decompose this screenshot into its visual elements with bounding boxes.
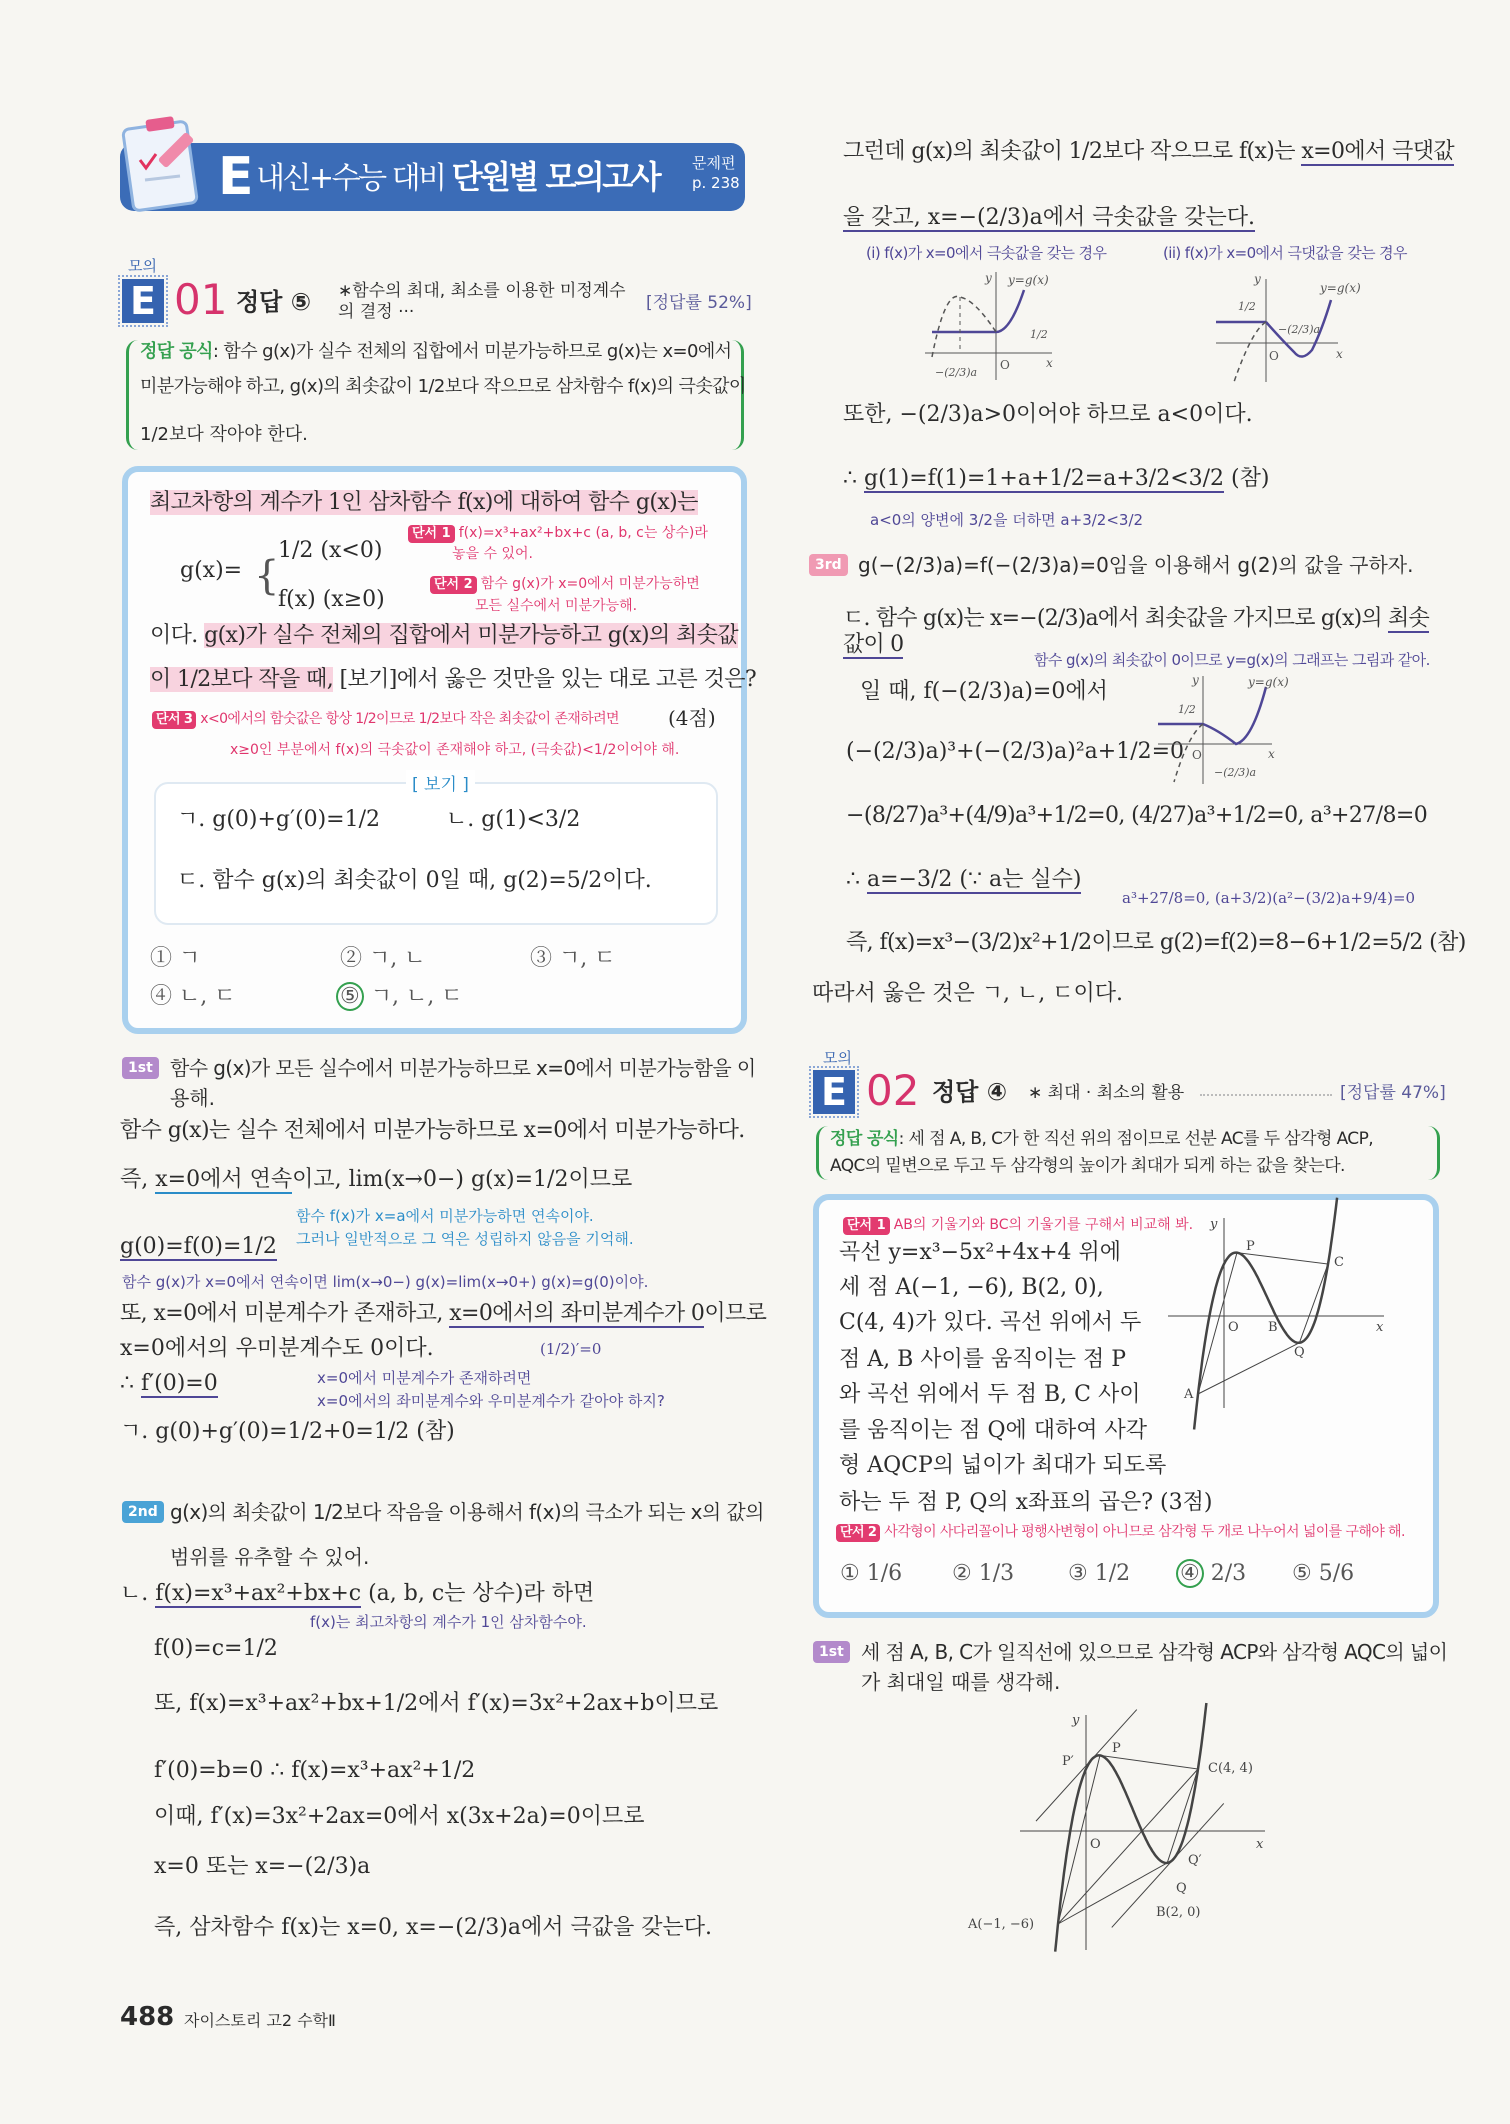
q2-letter-box: E bbox=[813, 1070, 855, 1114]
origin-label: O bbox=[1090, 1837, 1101, 1852]
q2-choice-2[interactable] bbox=[952, 1559, 1014, 1589]
step-1-text: 함수 g(x)가 모든 실수에서 미분가능하므로 x=0에서 미분가능함을 이 bbox=[170, 1056, 756, 1080]
text: ㄴ. bbox=[120, 1581, 156, 1606]
sol-line: 따라서 옳은 것은 ㄱ, ㄴ, ㄷ이다. bbox=[812, 981, 1123, 1006]
problem-page-ref bbox=[692, 153, 740, 193]
sol-line bbox=[843, 464, 1269, 494]
underlined-text: f′(0)=0 bbox=[141, 1371, 218, 1396]
q1-choice-3[interactable] bbox=[530, 944, 616, 974]
choice-text: ㄱ, ㄷ bbox=[552, 946, 616, 971]
sol-line: 즉, 삼차함수 f(x)는 x=0, x=−(2/3)a에서 극값을 갖는다. bbox=[154, 1915, 712, 1940]
function-label: y=g(x) bbox=[1248, 675, 1289, 689]
q1-tag: 모의 bbox=[128, 257, 157, 275]
q1-bogi-item-3: ㄷ. 함수 g(x)의 최솟값이 0일 때, g(2)=5/2이다. bbox=[177, 868, 652, 893]
choice-number: ⑤ bbox=[1292, 1561, 1312, 1586]
q1-piecewise-case-1: 1/2 (x<0) bbox=[278, 538, 383, 563]
axis-label-x: x bbox=[1268, 747, 1275, 761]
origin-label: O bbox=[1269, 349, 1279, 363]
q2-formula-line-2: AQC의 밑변으로 두고 두 삼각형의 높이가 최대가 되게 하는 값을 찾는다. bbox=[830, 1156, 1345, 1176]
q1-formula-line-3: 1/2보다 작아야 한다. bbox=[140, 424, 308, 445]
q2-problem-line: 점 A, B 사이를 움직이는 점 P bbox=[839, 1347, 1127, 1372]
function-label: y=g(x) bbox=[1320, 281, 1361, 295]
hint-text: f(x)=x³+ax²+bx+c (a, b, c는 상수)라 bbox=[458, 525, 708, 541]
note-limit: 함수 g(x)가 x=0에서 연속이면 lim(x→0−) g(x)=lim(x→0+) g(x)=g(0)이야. bbox=[122, 1273, 649, 1291]
note-factorization: a³+27/8=0, (a+3/2)(a²−(3/2)a+9/4)=0 bbox=[1122, 889, 1416, 907]
text: ∴ bbox=[843, 466, 864, 491]
q1-points: (4점) bbox=[668, 706, 716, 730]
q2-problem-line: 곡선 y=x³−5x²+4x+4 위에 bbox=[839, 1240, 1122, 1265]
q1-choice-5-correct[interactable] bbox=[336, 982, 462, 1012]
q2-formula-line-1 bbox=[830, 1127, 1373, 1151]
point-label-p: P bbox=[1112, 1741, 1121, 1756]
cubic-curve bbox=[1055, 1703, 1206, 1952]
text: ∴ bbox=[846, 867, 867, 892]
q2-hint-2 bbox=[836, 1523, 1405, 1542]
choice-text: 1/3 bbox=[971, 1561, 1015, 1586]
axis-label-x: x bbox=[1336, 347, 1343, 361]
brace-icon: { bbox=[254, 553, 280, 599]
graph-case-1 bbox=[925, 271, 1053, 380]
q1-choice-4[interactable] bbox=[150, 982, 236, 1012]
q1-hint-1 bbox=[408, 524, 708, 543]
hint-badge: 단서 1 bbox=[843, 1217, 890, 1235]
choice-number: ③ bbox=[1068, 1561, 1088, 1586]
q2-problem-line: C(4, 4)가 있다. 곡선 위에서 두 bbox=[839, 1310, 1142, 1335]
value-label: 1/2 bbox=[1178, 703, 1196, 716]
text: 그런데 g(x)의 최솟값이 1/2보다 작으므로 f(x)는 bbox=[843, 139, 1302, 164]
q1-bogi-item-1: ㄱ. g(0)+g′(0)=1/2 bbox=[177, 807, 380, 832]
ref-label: 문제편 bbox=[692, 154, 736, 172]
q1-problem-line-2 bbox=[150, 621, 738, 651]
point-label-q-prime: Q′ bbox=[1188, 1853, 1202, 1868]
sol-line: (−(2/3)a)³+(−(2/3)a)²a+1/2=0 bbox=[846, 739, 1185, 764]
section-title bbox=[256, 157, 659, 199]
line-ac bbox=[1058, 1769, 1198, 1924]
q2-choice-1[interactable] bbox=[840, 1559, 902, 1589]
hint-badge: 단서 1 bbox=[408, 525, 455, 543]
sol-line: 또한, −(2/3)a>0이어야 하므로 a<0이다. bbox=[843, 402, 1253, 427]
sol-line: x=0에서의 우미분계수도 0이다. bbox=[120, 1336, 434, 1361]
sol-line: −(8/27)a³+(4/9)a³+1/2=0, (4/27)a³+1/2=0, a³+27/8=0 bbox=[846, 803, 1428, 828]
q2-formula-label: 정답 공식 bbox=[830, 1129, 899, 1149]
note-differentiable: x=0에서 미분계수가 존재하려면 bbox=[317, 1369, 532, 1387]
choice-number: ② bbox=[952, 1561, 972, 1586]
q2-problem-line: 세 점 A(−1, −6), B(2, 0), bbox=[839, 1275, 1104, 1300]
origin-label: O bbox=[1000, 358, 1010, 372]
dotted-leader bbox=[1200, 1094, 1332, 1096]
page-number: 488 bbox=[120, 2002, 175, 2032]
text: ㄷ. 함수 g(x)는 x=−(2/3)a에서 최솟값을 가지므로 g(x)의 bbox=[843, 606, 1389, 631]
q1-problem-line-1 bbox=[150, 488, 698, 518]
q2-number: 02 bbox=[866, 1066, 920, 1115]
sol-line bbox=[120, 1232, 277, 1262]
point-label-b: B bbox=[1268, 1320, 1278, 1335]
q1-choice-2[interactable] bbox=[340, 944, 426, 974]
hint-badge: 단서 3 bbox=[152, 711, 196, 729]
q2-step-badge-1st: 1st bbox=[813, 1641, 850, 1663]
choice-number: ① bbox=[840, 1561, 860, 1586]
point-label-q: Q bbox=[1294, 1345, 1305, 1360]
section-letter: E bbox=[218, 147, 254, 207]
q1-bogi-item-2: ㄴ. g(1)<3/2 bbox=[446, 807, 581, 832]
q1-hint-3 bbox=[152, 710, 619, 729]
underlined-text: x=0에서 연속 bbox=[155, 1167, 293, 1192]
sol-line bbox=[120, 1165, 632, 1195]
q1-choice-1[interactable] bbox=[150, 944, 200, 974]
q1-piecewise-case-2: f(x) (x≥0) bbox=[278, 587, 385, 612]
q2-tag: 모의 bbox=[823, 1049, 852, 1067]
step-1-text-cont: 용해. bbox=[170, 1086, 215, 1110]
choice-text: ㄱ bbox=[172, 946, 201, 971]
q2-answer: 정답 ④ bbox=[932, 1078, 1008, 1106]
hint-badge: 단서 2 bbox=[836, 1524, 880, 1542]
sol-line bbox=[846, 865, 1081, 895]
q1-formula-label: 정답 공식 bbox=[140, 341, 213, 362]
book-title: 자이스토리 고2 수학Ⅱ bbox=[184, 2011, 336, 2030]
underlined-text: 을 갖고, x=−(2/3)a에서 극솟값을 갖는다. bbox=[843, 205, 1255, 230]
q2-choice-5[interactable] bbox=[1292, 1559, 1354, 1589]
underlined-text: x=0에서 극댓값 bbox=[1301, 139, 1455, 164]
q2-problem-line: 형 AQCP의 넓이가 최대가 되도록 bbox=[839, 1453, 1167, 1478]
q1-formula-line-1 bbox=[140, 337, 731, 367]
curve bbox=[1203, 687, 1266, 744]
hint-badge: 단서 2 bbox=[430, 576, 477, 594]
correct-answer-circle: ⑤ bbox=[336, 982, 364, 1011]
sol-line bbox=[843, 203, 1255, 233]
tangent-line-at-q-prime bbox=[1112, 1803, 1224, 1927]
sol-line: f(0)=c=1/2 bbox=[154, 1636, 278, 1661]
q1-number: 01 bbox=[174, 275, 228, 324]
q2-problem-line: 와 곡선 위에서 두 점 B, C 사이 bbox=[839, 1382, 1141, 1407]
dashed-curve bbox=[932, 296, 996, 357]
highlight-text: 이 1/2보다 작을 때, bbox=[150, 667, 334, 692]
sol-line: f′(0)=b=0 ∴ f(x)=x³+ax²+1/2 bbox=[154, 1758, 476, 1783]
text: (a, b, c는 상수)라 하면 bbox=[361, 1581, 595, 1606]
point-label-a: A(−1, −6) bbox=[968, 1917, 1035, 1932]
axis-label-y: y bbox=[1254, 272, 1261, 286]
q2-hint-1 bbox=[843, 1216, 1193, 1235]
q1-bogi-box bbox=[154, 782, 718, 925]
step-badge-2nd: 2nd bbox=[122, 1501, 164, 1523]
axis-label-y: y bbox=[1192, 673, 1199, 687]
choice-text: 2/3 bbox=[1203, 1561, 1247, 1586]
sol-line: x=0 또는 x=−(2/3)a bbox=[154, 1854, 371, 1879]
highlight-text: g(x)가 실수 전체의 집합에서 미분가능하고 g(x)의 최솟값 bbox=[204, 623, 739, 648]
text: ∴ bbox=[120, 1371, 141, 1396]
sol-line: 이때, f′(x)=3x²+2ax=0에서 x(3x+2a)=0이므로 bbox=[154, 1804, 645, 1829]
hint-text: x<0에서의 함숫값은 항상 1/2이므로 1/2보다 작은 최솟값이 존재하려면 bbox=[200, 711, 619, 727]
sol-line: 또, f(x)=x³+ax²+bx+1/2에서 f′(x)=3x²+2ax+b이므로 bbox=[154, 1691, 719, 1716]
dashed-curve bbox=[1234, 322, 1266, 382]
sol-line: 일 때, f(−(2/3)a)=0에서 bbox=[860, 679, 1108, 704]
q2-choice-4-correct[interactable] bbox=[1176, 1559, 1246, 1589]
step-badge-3rd: 3rd bbox=[809, 554, 848, 576]
sol-line: 함수 g(x)는 실수 전체에서 미분가능하므로 x=0에서 미분가능하다. bbox=[120, 1118, 745, 1143]
curve bbox=[1266, 300, 1331, 357]
hint-text: 사각형이 사다리꼴이나 평행사변형이 아니므로 삼각형 두 개로 나누어서 넓이를 구해야 해. bbox=[884, 1524, 1405, 1540]
q1-bogi-label: [ 보기 ] bbox=[406, 770, 475, 800]
q1-formula-line-2: 미분가능해야 하고, g(x)의 최솟값이 1/2보다 작으므로 삼차함수 f(x)의 극솟값이 bbox=[140, 376, 746, 397]
q1-formula-text-1: : 함수 g(x)가 실수 전체의 집합에서 미분가능하므로 g(x)는 x=0에서 bbox=[212, 341, 732, 362]
q1-correct-rate: [정답률 52%] bbox=[646, 293, 752, 313]
point-label-c: C bbox=[1334, 1255, 1344, 1270]
text: 또, x=0에서 미분계수가 존재하고, bbox=[120, 1301, 450, 1326]
quadrilateral-aqcp bbox=[1058, 1755, 1198, 1924]
q1-hint-1-cont: 놓을 수 있어. bbox=[452, 546, 533, 562]
axis-label-y: y bbox=[985, 271, 992, 285]
text: 이다. bbox=[150, 623, 205, 648]
choice-text: 1/2 bbox=[1087, 1561, 1131, 1586]
choice-text: ㄱ, ㄴ, ㄷ bbox=[363, 984, 463, 1009]
section-banner bbox=[120, 143, 745, 211]
note-graph: 함수 g(x)의 최솟값이 0이므로 y=g(x)의 그래프는 그림과 같아. bbox=[1034, 651, 1430, 669]
q1-problem-line-3 bbox=[150, 665, 756, 695]
note-continuity: 함수 f(x)가 x=a에서 미분가능하면 연속이야. bbox=[296, 1207, 594, 1225]
q2-solution-graph bbox=[967, 1703, 1265, 1952]
q2-step-1-text: 세 점 A, B, C가 일직선에 있으므로 삼각형 ACP와 삼각형 AQC의 넓이 bbox=[861, 1640, 1448, 1664]
choice-text: ㄱ, ㄴ bbox=[362, 946, 426, 971]
choice-number: ② bbox=[340, 946, 363, 971]
point-label-p: P bbox=[1246, 1239, 1255, 1254]
q2-problem-line: 하는 두 점 P, Q의 x좌표의 곱은? (3점) bbox=[839, 1490, 1213, 1515]
note-cubic: f(x)는 최고차항의 계수가 1인 삼차함수야. bbox=[310, 1613, 587, 1631]
origin-label: O bbox=[1192, 748, 1202, 762]
q1-hint-3-cont: x≥0인 부분에서 f(x)의 극솟값이 존재해야 하고, (극솟값)<1/2이어야 해. bbox=[230, 742, 680, 758]
axis-label-y: y bbox=[1072, 1713, 1080, 1728]
step-2-text: g(x)의 최솟값이 1/2보다 작음을 이용해서 f(x)의 극소가 되는 x의 값의 bbox=[170, 1500, 764, 1524]
note-derivative: (1/2)′=0 bbox=[540, 1340, 602, 1358]
critical-point-label: −(2/3)a bbox=[1214, 766, 1257, 779]
axis-label-x: x bbox=[1256, 1837, 1264, 1852]
hint-text: 함수 g(x)가 x=0에서 미분가능하면 bbox=[480, 576, 700, 592]
step-badge-1st: 1st bbox=[122, 1057, 159, 1079]
note-differentiable-cont: x=0에서의 좌미분계수와 우미분계수가 같아야 하지? bbox=[317, 1392, 665, 1410]
step-3-text: g(−(2/3)a)=f(−(2/3)a)=0임을 이용해서 g(2)의 값을 구하자. bbox=[858, 553, 1414, 577]
text: [보기]에서 옳은 것만을 있는 대로 고른 것은? bbox=[333, 667, 757, 692]
choice-number: ③ bbox=[530, 946, 553, 971]
graph-case-2 bbox=[1216, 272, 1361, 382]
section-title-light: 내신+수능 대비 bbox=[256, 161, 452, 196]
q1-answer: 정답 ⑤ bbox=[236, 288, 312, 316]
step-2-text-cont: 범위를 유추할 수 있어. bbox=[170, 1545, 370, 1569]
axis-label-y: y bbox=[1210, 1217, 1218, 1232]
sol-line: ㄱ. g(0)+g′(0)=1/2+0=1/2 (참) bbox=[120, 1419, 455, 1444]
choice-text: ㄴ, ㄷ bbox=[172, 984, 236, 1009]
point-label-p-prime: P′ bbox=[1062, 1754, 1074, 1769]
q1-hint-2-cont: 모든 실수에서 미분가능해. bbox=[475, 598, 638, 614]
origin-label: O bbox=[1228, 1320, 1239, 1335]
choice-number: ④ bbox=[150, 984, 173, 1009]
ref-page: p. 238 bbox=[692, 174, 740, 192]
q2-choice-3[interactable] bbox=[1068, 1559, 1130, 1589]
choice-text: 1/6 bbox=[859, 1561, 903, 1586]
choice-number: ① bbox=[150, 946, 173, 971]
hint-text: AB의 기울기와 BC의 기울기를 구해서 비교해 봐. bbox=[893, 1217, 1194, 1233]
choice-text: 5/6 bbox=[1311, 1561, 1355, 1586]
q1-piecewise-lhs: g(x)= bbox=[180, 558, 243, 583]
point-label-a: A bbox=[1184, 1387, 1194, 1402]
note-inequality: a<0의 양변에 3/2을 더하면 a+3/2<3/2 bbox=[870, 511, 1144, 529]
caption-case-2: (ii) f(x)가 x=0에서 극댓값을 갖는 경우 bbox=[1163, 244, 1407, 262]
function-label: y=g(x) bbox=[1008, 273, 1049, 287]
q1-hint-2 bbox=[430, 575, 700, 594]
section-title-bold: 단원별 모의고사 bbox=[451, 158, 660, 196]
axis-label-x: x bbox=[1046, 356, 1053, 370]
underlined-text: f(x)=x³+ax²+bx+c bbox=[155, 1581, 362, 1606]
sol-line: 즉, f(x)=x³−(3/2)x²+1/2이므로 g(2)=f(2)=8−6+1/2=5/2 (참) bbox=[846, 930, 1466, 955]
caption-case-1: (i) f(x)가 x=0에서 극솟값을 갖는 경우 bbox=[866, 244, 1107, 262]
underlined-text: g(1)=f(1)=1+a+1/2=a+3/2<3/2 bbox=[864, 466, 1225, 491]
critical-point-label: −(2/3)a bbox=[1278, 323, 1321, 336]
q2-formula-text-1: : 세 점 A, B, C가 한 직선 위의 점이므로 선분 AC를 두 삼각형 ACP, bbox=[898, 1129, 1374, 1149]
value-label: 1/2 bbox=[1030, 328, 1048, 341]
text: 이므로 bbox=[704, 1301, 767, 1326]
value-label: 1/2 bbox=[1238, 300, 1256, 313]
tangent-line-at-p-prime bbox=[1036, 1710, 1137, 1822]
sol-line bbox=[120, 1299, 766, 1329]
underlined-text: g(0)=f(0)=1/2 bbox=[120, 1234, 277, 1259]
point-label-b: B(2, 0) bbox=[1156, 1905, 1201, 1920]
correct-answer-circle: ④ bbox=[1176, 1559, 1204, 1588]
sol-line bbox=[120, 1369, 218, 1399]
critical-point-label: −(2/3)a bbox=[935, 366, 978, 379]
q1-letter-box: E bbox=[122, 279, 164, 323]
underlined-text: a=−3/2 (∵ a는 실수) bbox=[867, 867, 1082, 892]
underlined-text: 최솟값이 0 bbox=[843, 606, 1429, 657]
q2-correct-rate: [정답률 47%] bbox=[1340, 1083, 1446, 1103]
text: 이고, lim(x→0−) g(x)=1/2이므로 bbox=[292, 1167, 633, 1192]
q2-topic: ∗ 최대 · 최소의 활용 bbox=[1028, 1083, 1185, 1103]
underlined-text: x=0에서의 좌미분계수가 0 bbox=[449, 1301, 705, 1326]
q2-problem-line: 를 움직이는 점 Q에 대하여 사각 bbox=[839, 1418, 1148, 1443]
q1-topic: ∗함수의 최대, 최소를 이용한 미정계수의 결정 ··· bbox=[338, 281, 626, 322]
sol-line bbox=[843, 137, 1454, 167]
graph-min-zero bbox=[1158, 673, 1289, 784]
curve bbox=[996, 290, 1024, 332]
q1-problem-text-1: 최고차항의 계수가 1인 삼차함수 f(x)에 대하여 함수 g(x)는 bbox=[150, 490, 698, 515]
point-label-q: Q bbox=[1176, 1881, 1187, 1896]
sol-line bbox=[120, 1579, 594, 1609]
point-label-c: C(4, 4) bbox=[1208, 1761, 1253, 1776]
axis-label-x: x bbox=[1376, 1320, 1384, 1335]
text: (참) bbox=[1224, 466, 1270, 491]
q2-step-1-text-cont: 가 최대일 때를 생각해. bbox=[861, 1670, 1061, 1694]
text: 즉, bbox=[120, 1167, 156, 1192]
note-continuity-cont: 그러나 일반적으로 그 역은 성립하지 않음을 기억해. bbox=[296, 1230, 634, 1248]
